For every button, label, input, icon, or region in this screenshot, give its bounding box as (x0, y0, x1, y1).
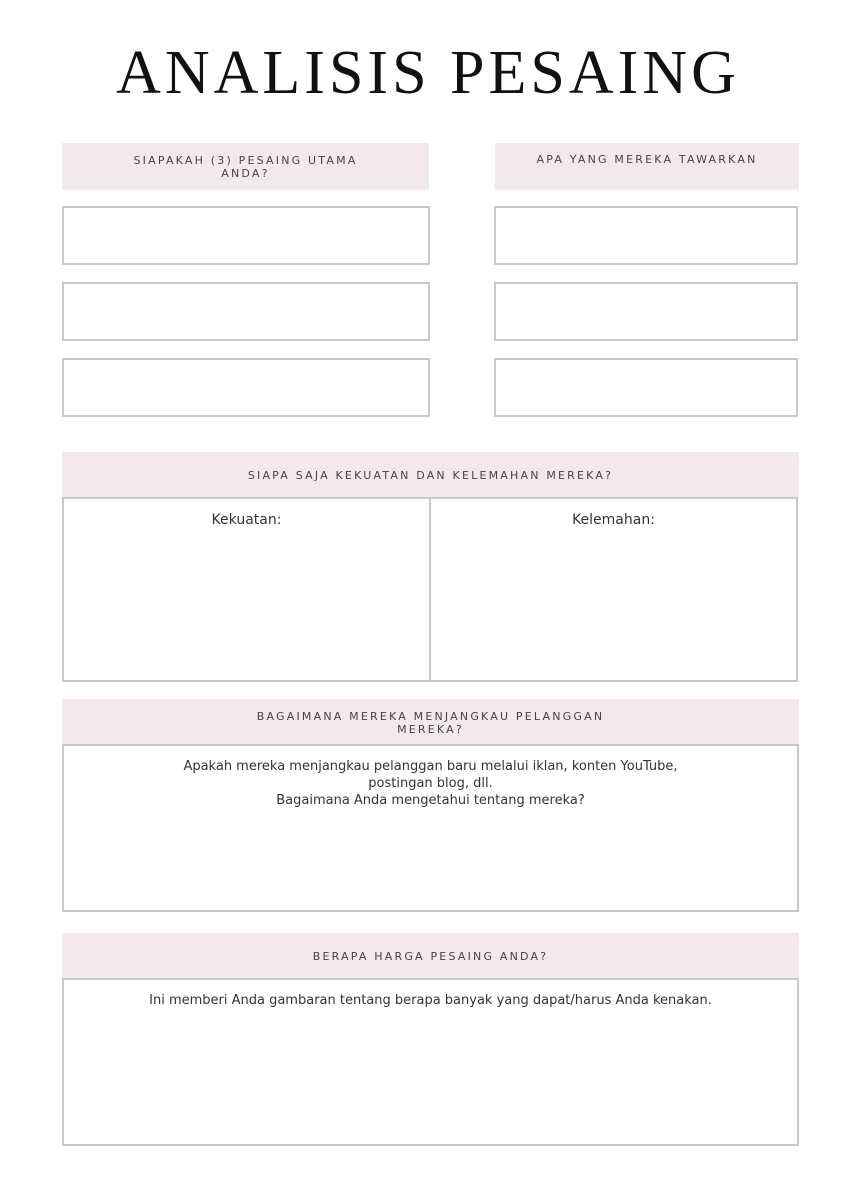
offerings-header: APA YANG MEREKA TAWARKAN (495, 143, 799, 190)
reach-prompt: Apakah mereka menjangkau pelanggan baru melalui iklan, konten YouTube, postingan blog, dll. Bagaimana Anda mengetahui tentang mereka? (183, 759, 678, 808)
strengths-label: Kekuatan: (211, 512, 282, 528)
offering-2-field[interactable] (494, 282, 798, 341)
pricing-header: BERAPA HARGA PESAING ANDA? (62, 933, 799, 980)
competitor-2-field[interactable] (62, 282, 430, 341)
swot-header: SIAPA SAJA KEKUATAN DAN KELEMAHAN MEREKA? (62, 452, 799, 499)
reach-header: BAGAIMANA MEREKA MENJANGKAU PELANGGAN MEREKA? (62, 699, 799, 746)
offering-3-field[interactable] (494, 358, 798, 417)
pricing-prompt: Ini memberi Anda gambaran tentang berapa banyak yang dapat/harus Anda kenakan. (149, 993, 712, 1008)
competitor-1-field[interactable] (62, 206, 430, 265)
page-title: ANALISIS PESAING (116, 39, 740, 107)
competitor-3-field[interactable] (62, 358, 430, 417)
competitors-header: SIAPAKAH (3) PESAING UTAMA ANDA? (62, 143, 429, 190)
offering-1-field[interactable] (494, 206, 798, 265)
weaknesses-label: Kelemahan: (572, 512, 655, 528)
